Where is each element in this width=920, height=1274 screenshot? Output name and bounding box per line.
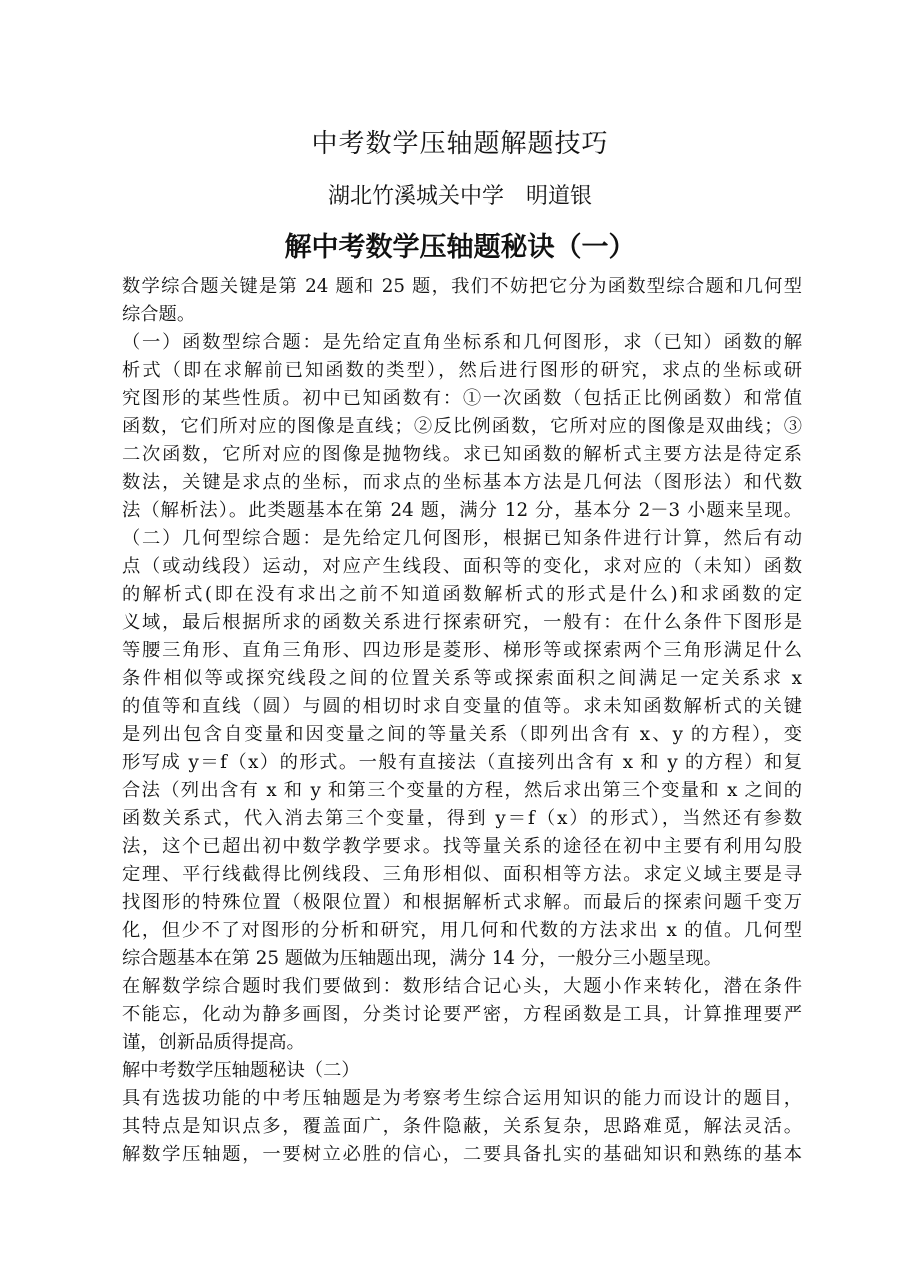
text-line: 条件相似等或探究线段之间的位置关系等或探索面积之间满足一定关系求 x [122,668,802,689]
text-line: 点（或动线段）运动，对应产生线段、面积等的变化，求对应的（未知）函数 [122,556,802,577]
text-line: 综合题。 [122,304,196,325]
text-line: 化，但少不了对图形的分析和研究，用几何和代数的方法求出 x 的值。几何型 [122,920,802,941]
text-line: 义域，最后根据所求的函数关系进行探索研究，一般有：在什么条件下图形是 [122,612,802,633]
text-line: 法，这个已超出初中数学教学要求。找等量关系的途径在初中主要有利用勾股 [122,836,802,857]
text-line: 的解析式(即在没有求出之前不知道函数解析式的形式是什么)和求函数的定 [122,584,802,605]
text-line: 在解数学综合题时我们要做到：数形结合记心头，大题小作来转化，潜在条件 [122,976,802,997]
text-line: 函数关系式，代入消去第三个变量，得到 y＝f（x）的形式），当然还有参数 [122,808,802,829]
text-line: 究图形的某些性质。初中已知函数有：①一次函数（包括正比例函数）和常值 [122,388,802,409]
text-line: 其特点是知识点多，覆盖面广，条件隐蔽，关系复杂，思路难觅，解法灵活。 [122,1116,802,1137]
text-line: （二）几何型综合题：是先给定几何图形，根据已知条件进行计算，然后有动 [122,528,802,549]
text-line: 谨，创新品质得提高。 [122,1032,305,1053]
text-line: 解中考数学压轴题秘诀（二） [122,1060,360,1081]
text-line: （一）函数型综合题：是先给定直角坐标系和几何图形，求（已知）函数的解 [122,332,802,353]
text-line: 法（解析法）。此类题基本在第 24 题，满分 12 分，基本分 2－3 小题来呈现。 [122,500,802,521]
text-line: 数学综合题关键是第 24 题和 25 题，我们不妨把它分为函数型综合题和几何型 [122,276,802,297]
text-line: 不能忘，化动为静多画图，分类讨论要严密，方程函数是工具，计算推理要严 [122,1004,802,1025]
author-line: 湖北竹溪城关中学 明道银 [327,184,592,209]
text-line: 形写成 y＝f（x）的形式。一般有直接法（直接列出含有 x 和 y 的方程）和复 [122,752,802,773]
text-line: 综合题基本在第 25 题做为压轴题出现，满分 14 分，一般分三小题呈现。 [122,948,722,969]
body-text [122,273,802,1169]
text-line: 等腰三角形、直角三角形、四边形是菱形、梯形等或探索两个三角形满足什么 [122,640,802,661]
text-line: 定理、平行线截得比例线段、三角形相似、面积相等方法。求定义域主要是寻 [122,864,802,885]
text-line: 析式（即在求解前已知函数的类型），然后进行图形的研究，求点的坐标或研 [122,360,802,381]
text-line: 解数学压轴题，一要树立必胜的信心，二要具备扎实的基础知识和熟练的基本 [122,1144,802,1165]
text-line: 函数，它们所对应的图像是直线；②反比例函数，它所对应的图像是双曲线；③ [122,416,802,437]
text-line: 数法，关键是求点的坐标，而求点的坐标基本方法是几何法（图形法）和代数 [122,472,802,493]
text-line: 具有选拔功能的中考压轴题是为考察考生综合运用知识的能力而设计的题目， [122,1088,802,1109]
text-line: 的值等和直线（圆）与圆的相切时求自变量的值等。求未知函数解析式的关键 [122,696,802,717]
text-line: 合法（列出含有 x 和 y 和第三个变量的方程，然后求出第三个变量和 x 之间的 [122,780,802,801]
text-line: 找图形的特殊位置（极限位置）和根据解析式求解。而最后的探索问题千变万 [122,892,802,913]
text-line: 是列出包含自变量和因变量之间的等量关系（即列出含有 x、y 的方程），变 [122,724,802,745]
section-heading: 解中考数学压轴题秘诀（一） [284,232,636,263]
document-title: 中考数学压轴题解题技巧 [311,129,609,159]
text-line: 二次函数，它所对应的图像是抛物线。求已知函数的解析式主要方法是待定系 [122,444,802,465]
